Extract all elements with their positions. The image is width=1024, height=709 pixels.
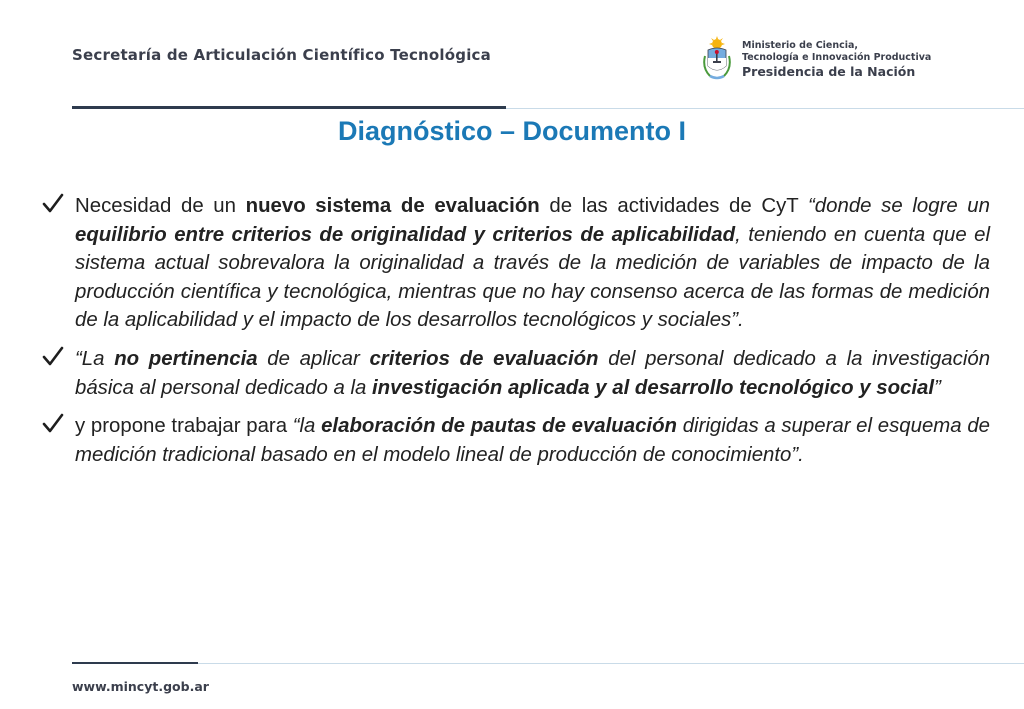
footer-accent-bar — [72, 662, 198, 664]
text-segment: ” — [934, 376, 941, 399]
bullet-text — [75, 412, 990, 469]
text-segment: dirigidas a superar el esquema de medición tradicional basado en el modelo lineal de producción de conocimiento”. — [75, 415, 990, 466]
bullet-item — [42, 345, 990, 402]
ministry-logo — [702, 36, 962, 84]
argentina-coat-of-arms-icon — [702, 36, 732, 82]
text-segment: criterios de evaluación — [369, 347, 599, 370]
text-segment: equilibrio entre criterios de originalidad y criterios de aplicabilidad — [75, 223, 736, 246]
text-segment: elaboración de pautas de evaluación — [321, 415, 678, 438]
text-segment: del personal dedicado a la investigación básica al personal dedicado a la — [75, 347, 991, 399]
check-icon — [42, 413, 64, 435]
text-segment: , teniendo en cuenta que el sistema actual sobrevalora la originalidad a través de la medición de variables de impacto de la producción científica y tecnológica, mientras que no hay consenso acerca de las formas de medición de la aplicabilidad y el impacto de los desarrollos tecnológicos y sociales”. — [75, 223, 990, 332]
bullet-list — [42, 192, 990, 479]
bullet-item — [42, 192, 990, 335]
text-segment: de aplicar — [257, 347, 370, 370]
text-segment: investigación aplicada y al desarrollo tecnológico y social — [372, 376, 935, 399]
text-segment: nuevo sistema de evaluación — [245, 195, 540, 217]
footer-divider — [72, 663, 1024, 664]
bullet-item — [42, 412, 990, 469]
ministry-line1: Ministerio de Ciencia, — [742, 40, 859, 51]
text-segment: “la — [292, 415, 322, 438]
check-icon — [42, 193, 64, 215]
text-segment: no pertinencia — [114, 347, 258, 370]
text-segment: Necesidad de un — [75, 195, 246, 217]
text-segment: y propone trabajar para — [75, 415, 293, 438]
ministry-line2: Tecnología e Innovación Productiva — [742, 52, 932, 63]
text-segment: “La — [75, 347, 115, 370]
header-accent-bar — [72, 106, 506, 109]
slide-title: Diagnóstico – Documento I — [337, 116, 687, 146]
check-icon — [42, 346, 64, 368]
bullet-text — [75, 345, 990, 402]
text-segment: “donde se logre un — [808, 195, 990, 217]
header-title: Secretaría de Articulación Científico Tecnológica — [72, 46, 491, 64]
text-segment: de las actividades de CyT — [539, 195, 809, 217]
footer-url: www.mincyt.gob.ar — [72, 679, 209, 694]
bullet-text — [75, 192, 990, 335]
ministry-line3: Presidencia de la Nación — [742, 64, 916, 79]
